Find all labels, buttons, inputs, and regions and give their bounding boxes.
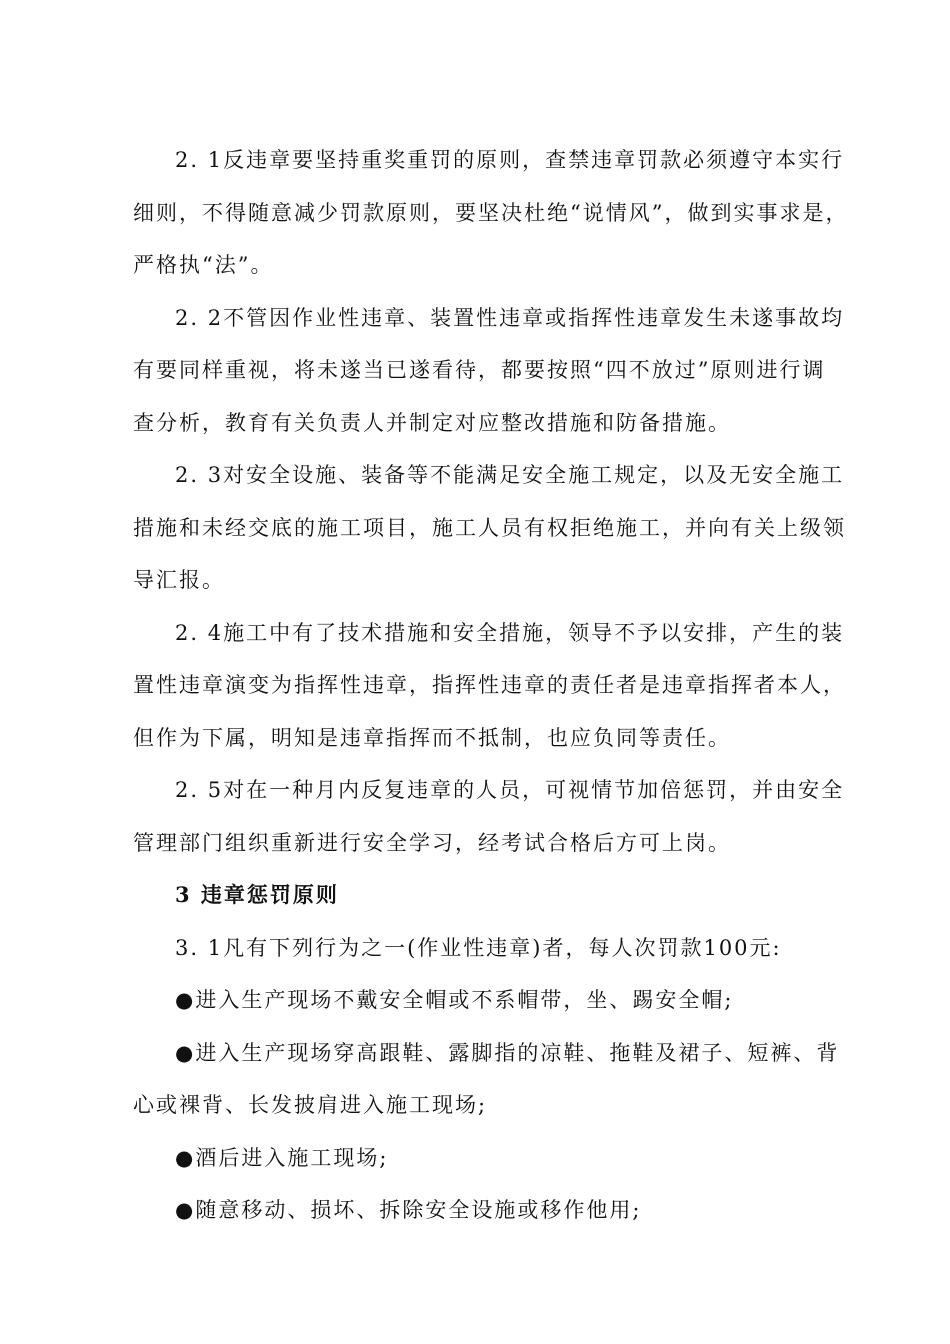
- paragraph-2-2-line-1: 2. 2不管因作业性违章、装置性违章或指挥性违章发生未遂事故均: [175, 305, 845, 330]
- bullet-item-3: ●酒后进入施工现场;: [175, 1145, 389, 1170]
- paragraph-2-1-line-3: 严格执“法”。: [133, 253, 274, 277]
- paragraph-2-2-line-3: 查分析，教育有关负责人并制定对应整改措施和防备措施。: [133, 410, 731, 435]
- paragraph-2-3-line-3: 导汇报。: [133, 568, 225, 592]
- paragraph-2-1-line-2: 细则，不得随意减少罚款原则，要坚决杜绝“说情风”，做到实事求是，: [133, 200, 849, 225]
- document-body: [133, 140, 849, 1243]
- bullet-item-2-line-2: 心或裸背、长发披肩进入施工现场;: [133, 1093, 488, 1117]
- paragraph-2-3-line-1: 2. 3对安全设施、装备等不能满足安全施工规定，以及无安全施工: [175, 463, 845, 487]
- paragraph-2-4-line-3: 但作为下属，明知是违章指挥而不抵制，也应负同等责任。: [133, 725, 731, 750]
- paragraph-2-1-line-1: 2. 1反违章要坚持重奖重罚的原则，查禁违章罚款必须遵守本实行: [175, 148, 845, 172]
- paragraph-2-4-line-2: 置性违章演变为指挥性违章，指挥性违章的责任者是违章指挥者本人，: [133, 673, 846, 697]
- paragraph-2-5-line-1: 2. 5对在一种月内反复违章的人员，可视情节加倍惩罚，并由安全: [175, 778, 845, 802]
- paragraph-2-4-line-1: 2. 4施工中有了技术措施和安全措施，领导不予以安排，产生的装: [175, 620, 845, 645]
- paragraph-3-1-line-1: 3. 1凡有下列行为之一(作业性违章)者，每人次罚款100元:: [175, 935, 782, 960]
- paragraph-2-2-line-2: 有要同样重视，将未遂当已遂看待，都要按照“四不放过”原则进行调: [133, 358, 826, 382]
- section-3-heading: 3 违章惩罚原则: [175, 882, 339, 907]
- bullet-item-4: ●随意移动、损坏、拆除安全设施或移作他用;: [175, 1198, 642, 1222]
- bullet-item-1: ●进入生产现场不戴安全帽或不系帽带，坐、踢安全帽;: [175, 988, 734, 1012]
- paragraph-2-3-line-2: 措施和未经交底的施工项目，施工人员有权拒绝施工，并向有关上级领: [133, 515, 846, 540]
- bullet-item-2-line-1: ●进入生产现场穿高跟鞋、露脚指的凉鞋、拖鞋及裙子、短裤、背: [175, 1040, 840, 1065]
- paragraph-2-5-line-2: 管理部门组织重新进行安全学习，经考试合格后方可上岗。: [133, 830, 731, 855]
